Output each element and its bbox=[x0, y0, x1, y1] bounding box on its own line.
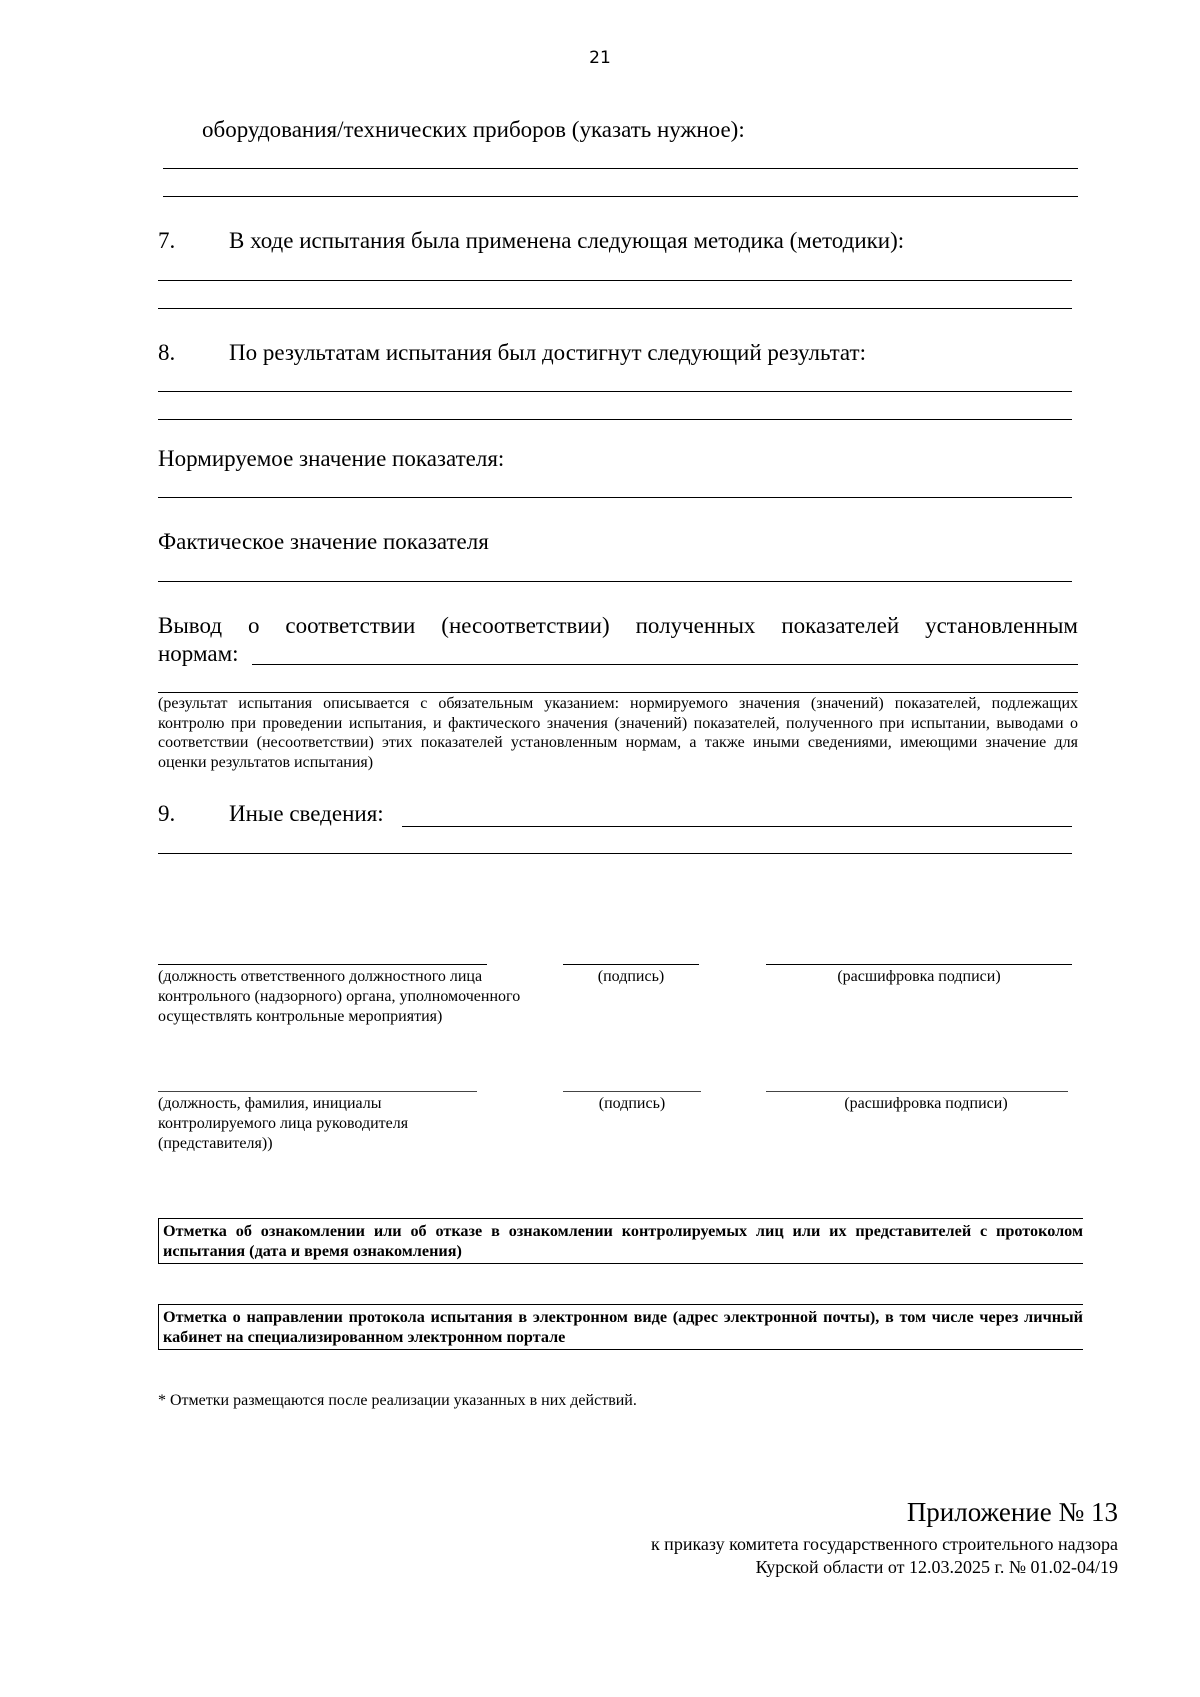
fill-line bbox=[158, 853, 1072, 854]
signature-line bbox=[766, 964, 1072, 965]
item8-number: 8. bbox=[158, 340, 176, 365]
item9-number: 9. bbox=[158, 801, 176, 826]
signature-line bbox=[158, 964, 487, 965]
equipment-text: оборудования/технических приборов (указать нужное): bbox=[202, 117, 745, 142]
fill-line bbox=[158, 497, 1072, 498]
fill-line bbox=[158, 581, 1072, 582]
page-number: 21 bbox=[589, 48, 611, 68]
fill-line bbox=[158, 391, 1072, 392]
signature-line bbox=[563, 1091, 701, 1092]
item7-text: В ходе испытания была применена следующая методика (методики): bbox=[229, 228, 905, 253]
signature-line bbox=[158, 1091, 477, 1092]
conclusion-line1: Вывод о соответствии (несоответствии) полученных показателей установленным bbox=[158, 613, 1078, 638]
item9-text: Иные сведения: bbox=[229, 801, 384, 826]
fill-line bbox=[402, 826, 1072, 827]
fill-line bbox=[158, 308, 1072, 309]
item8-text: По результатам испытания был достигнут следующий результат: bbox=[229, 340, 866, 365]
signature-decoding-label: (расшифровка подписи) bbox=[837, 968, 1001, 985]
fill-line bbox=[252, 664, 1078, 665]
signature-line bbox=[766, 1091, 1068, 1092]
appendix-line1: к приказу комитета государственного строительного надзора bbox=[650, 1534, 1118, 1554]
fill-line bbox=[158, 692, 1078, 693]
signature-label: (подпись) bbox=[597, 968, 665, 985]
footnote: * Отметки размещаются после реализации указанных в них действий. bbox=[158, 1392, 637, 1409]
normative-label: Нормируемое значение показателя: bbox=[158, 446, 505, 471]
signature-position-label: (должность, фамилия, инициалы контролируемого лица руководителя (представителя)) bbox=[158, 1095, 409, 1152]
fill-line bbox=[158, 280, 1072, 281]
conclusion-line2: нормам: bbox=[158, 641, 239, 666]
result-note: (результат испытания описывается с обязательным указанием: нормируемого значения (значений) показателей, подлежащих контролю при проведении испытания, и фактического значения (значений) показателей, полученного при испытании, выводами о соответствии (несоответствии) этих показателей установленным нормам, а также иными сведениями, имеющими значение для оценки результатов испытания) bbox=[158, 695, 1078, 771]
item7-number: 7. bbox=[158, 228, 176, 253]
signature-line bbox=[563, 964, 699, 965]
appendix-title: Приложение № 13 bbox=[906, 1497, 1118, 1527]
fill-line bbox=[163, 196, 1078, 197]
signature-position-label: (должность ответственного должностного лица контрольного (надзорного) органа, уполномоченного осуществлять контрольные мероприятия) bbox=[158, 968, 521, 1025]
fill-line bbox=[158, 419, 1072, 420]
fill-line bbox=[163, 168, 1078, 169]
signature-label: (подпись) bbox=[598, 1095, 666, 1112]
acquaintance-mark-box: Отметка об ознакомлении или об отказе в ознакомлении контролируемых лиц или их представителей с протоколом испытания (дата и время ознакомления) bbox=[158, 1218, 1083, 1264]
electronic-mark-box: Отметка о направлении протокола испытания в электронном виде (адрес электронной почты), в том числе через личный кабинет на специализированном электронном портале bbox=[158, 1304, 1083, 1350]
actual-label: Фактическое значение показателя bbox=[158, 529, 489, 554]
appendix-line2: Курской области от 12.03.2025 г. № 01.02-04/19 bbox=[755, 1557, 1118, 1577]
signature-decoding-label: (расшифровка подписи) bbox=[844, 1095, 1008, 1112]
